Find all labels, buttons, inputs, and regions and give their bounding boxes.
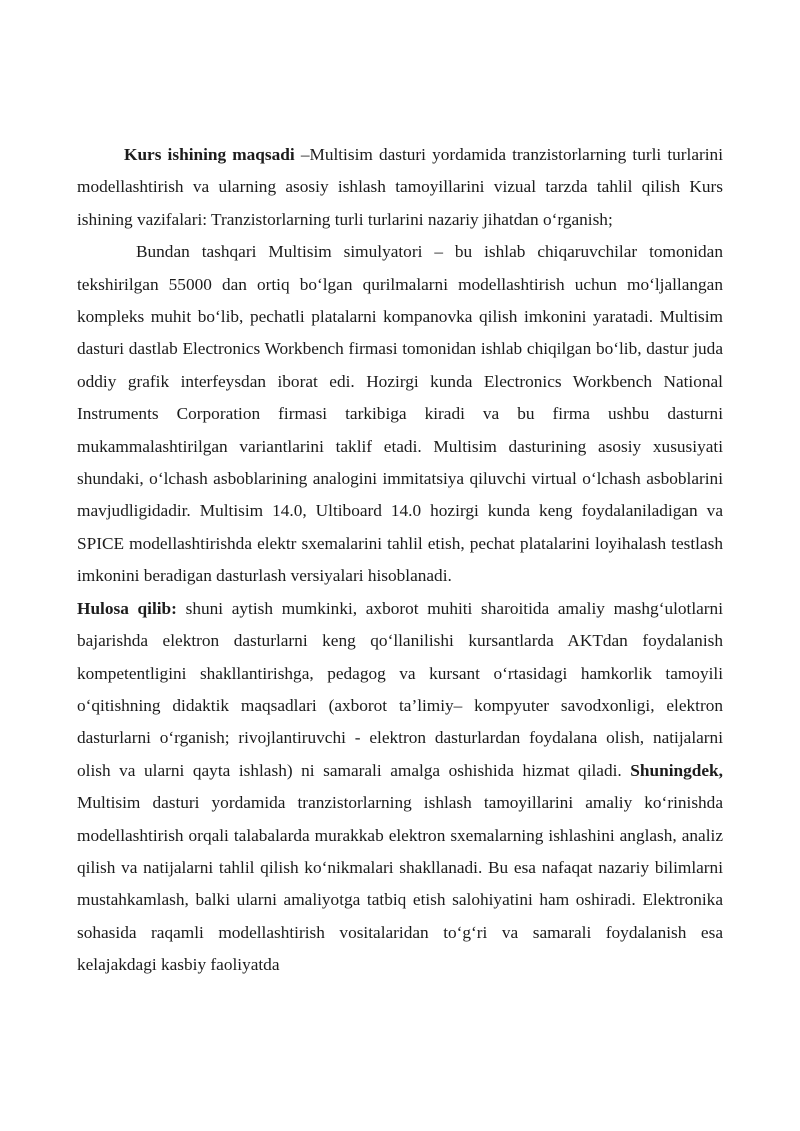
paragraph-goal: [77, 139, 723, 236]
conclusion-text: shuni aytish mumkinki, axborot muhiti sharoitida amaliy mashg‘ulotlarni bajarishda elektron dasturlarni keng qo‘llanilishi kursantlarda AKTdan foydalanish kompetentligini shakllantirishga, pedagog va kursant o‘rtasidagi hamkorlik tamoyili o‘qitishning didaktik maqsadlari (axborot ta’limiy– kompyuter savodxonligi, elektron dasturlarni o‘rganish; rivojlantiruvchi - elektron dasturlardan foydalana olish, natijalarni olish va ularni qayta ishlash) ni samarali amalga oshishida hizmat qiladi.: [77, 598, 723, 780]
document-page: [77, 139, 723, 982]
paragraph-multisim: [77, 236, 723, 592]
conclusion-subheading: Shuningdek,: [630, 760, 723, 780]
multisim-text: Bundan tashqari Multisim simulyatori – bu ishlab chiqaruvchilar tomonidan tekshirilgan 55000 dan ortiq bo‘lgan qurilmalarni modellashtirish uchun mo‘ljallangan kompleks muhit bo‘lib, pechatli platalarni kompanovka qilish imkonini yaratadi. Multisim dasturi dastlab Electronics Workbench firmasi tomonidan ishlab chiqilgan bo‘lib, dastur juda oddiy grafik interfeysdan iborat edi. Hozirgi kunda Electronics Workbench National Instruments Corporation firmasi tarkibiga kiradi va bu firma ushbu dasturni mukammalashtirilgan variantlarini taklif etadi. Multisim dasturining asosiy xususiyati shundaki, o‘lchash asboblarining analogini immitatsiya qiluvchi virtual o‘lchash asboblarini mavjudligidadir. Multisim 14.0, Ultiboard 14.0 hozirgi kunda keng foydalaniladigan va SPICE modellashtirishda elektr sxemalarini tahlil etish, pechat platalarini loyihalash testlash imkonini beradigan dasturlash versiyalari hisoblanadi.: [77, 242, 723, 586]
conclusion-heading: Hulosa qilib:: [77, 598, 177, 618]
goal-heading: Kurs ishining maqsadi: [124, 145, 295, 164]
paragraph-conclusion: [77, 593, 723, 982]
conclusion-text-continued: Multisim dasturi yordamida tranzistorlarning ishlash tamoyillarini amaliy ko‘rinishda modellashtirish orqali talabalarda murakkab elektron sxemalarning ishlashini anglash, analiz qilish va natijalarni tahlil qilish ko‘nikmalari shakllanadi. Bu esa nafaqat nazariy bilimlarni mustahkamlash, balki ularni amaliyotga tatbiq etish salohiyatini ham oshiradi. Elektronika sohasida raqamli modellashtirish vositalaridan to‘g‘ri va samarali foydalanish esa kelajakdagi kasbiy faoliyatda: [77, 793, 723, 975]
goal-text: –Multisim dasturi yordamida tranzistorlarning turli turlarini modellashtirish va ularning asosiy ishlash tamoyillarini vizual tarzda tahlil qilish Kurs ishining vazifalari: Tranzistorlarning turli turlarini nazariy jihatdan o‘rganish;: [77, 145, 723, 229]
